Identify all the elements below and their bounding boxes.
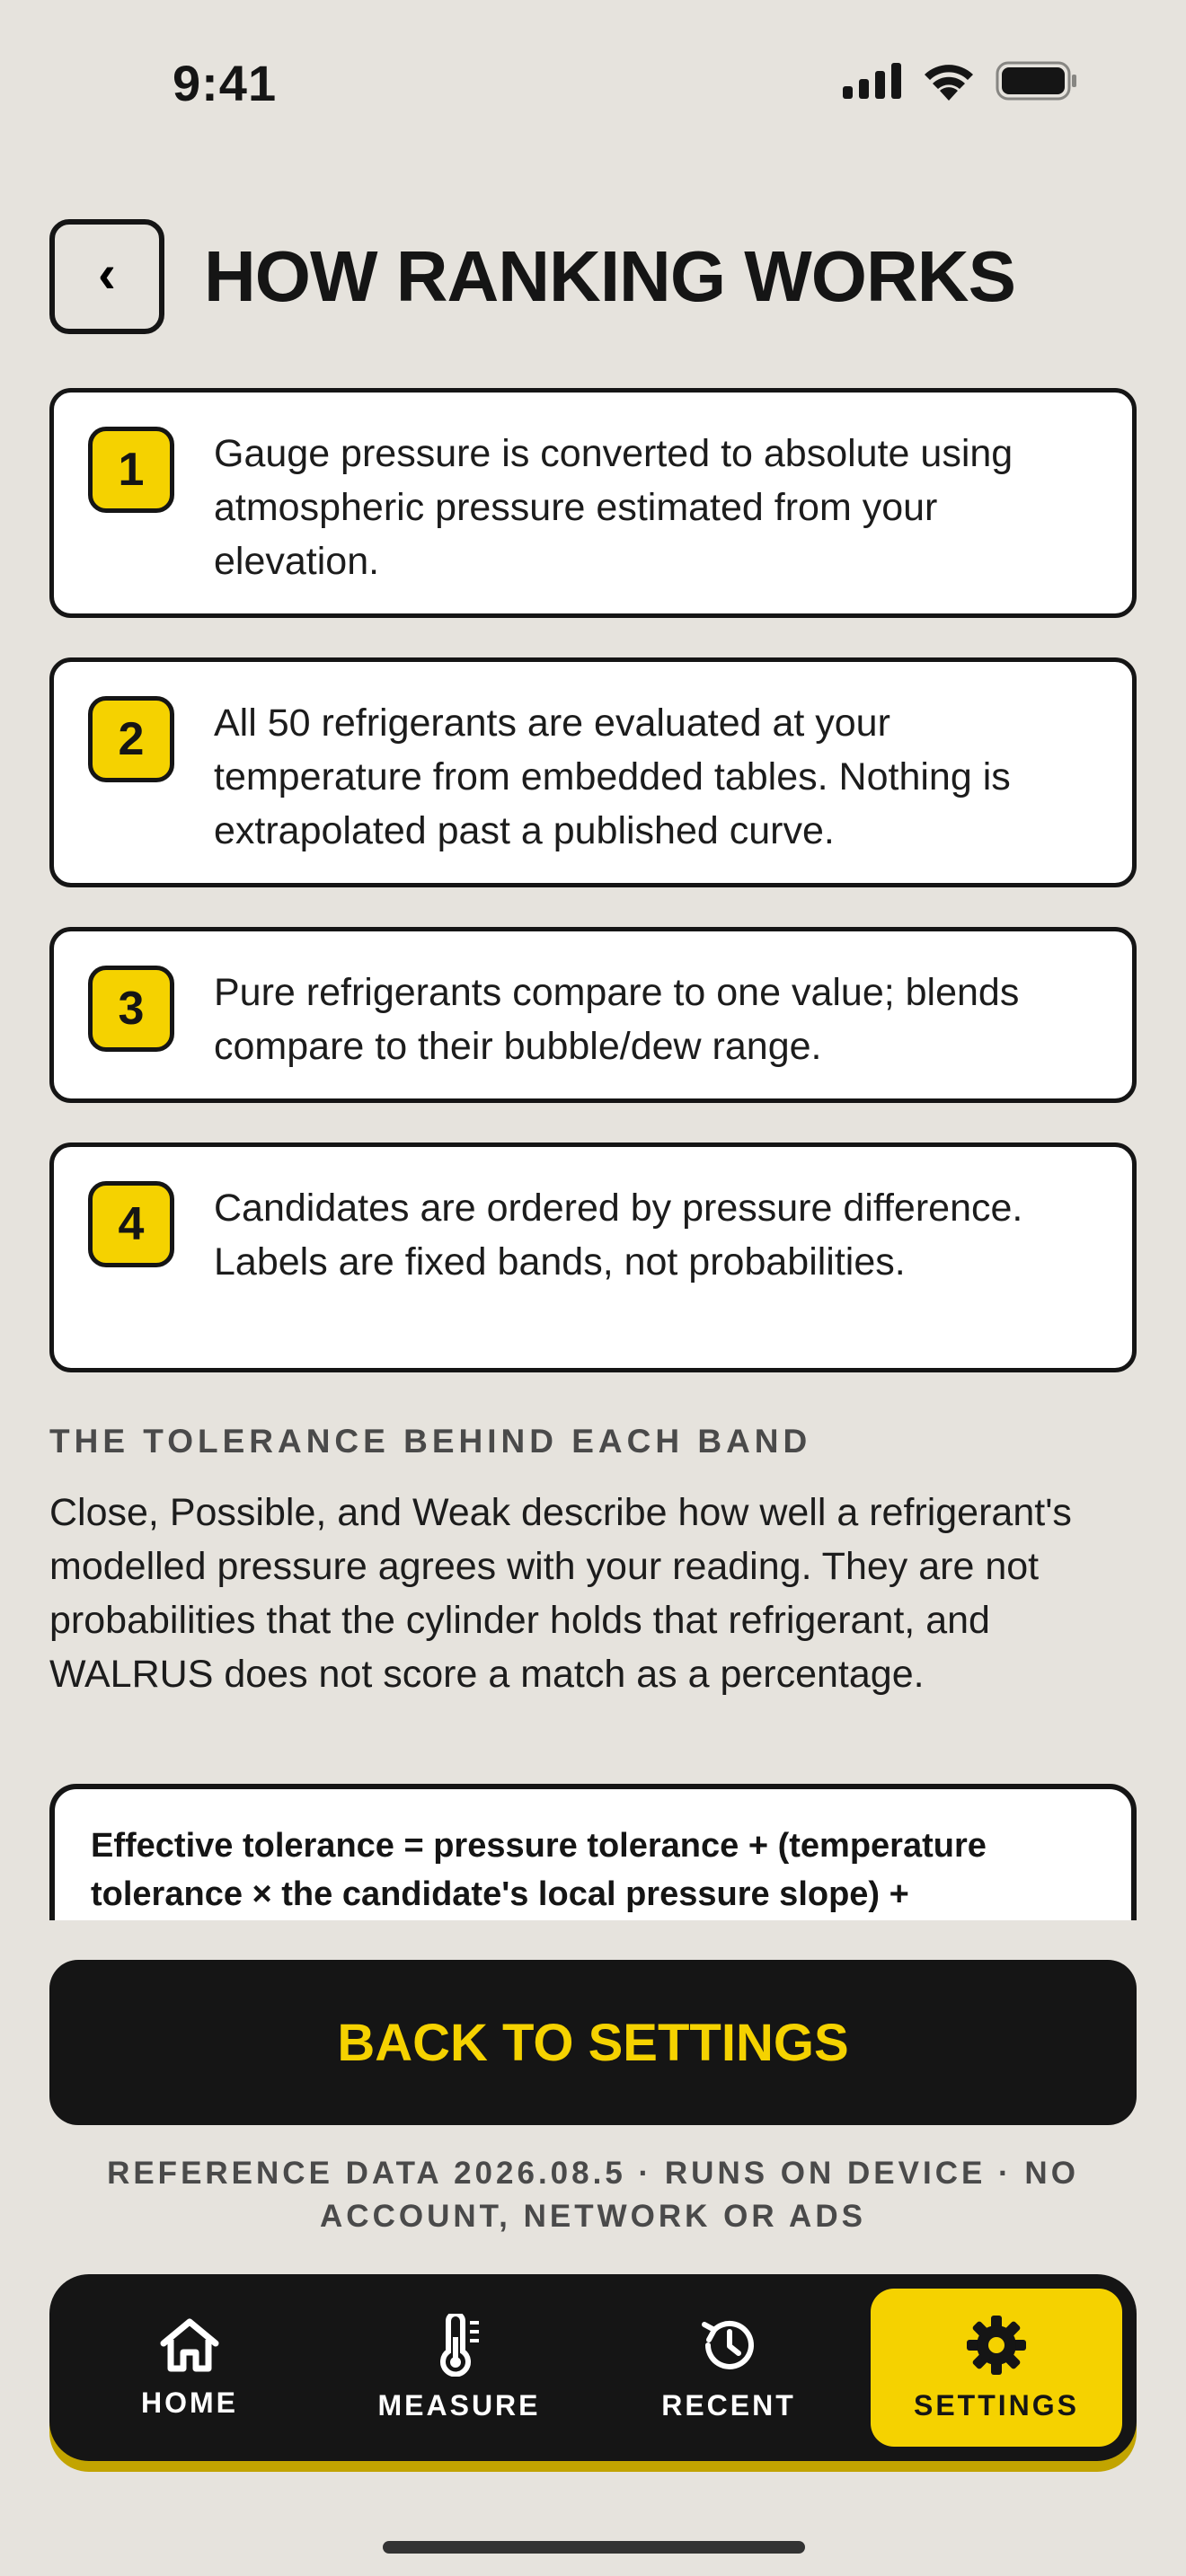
chevron-left-icon: ‹ — [98, 243, 116, 304]
page-header — [49, 216, 1015, 338]
status-time: 9:41 — [173, 55, 278, 111]
scroll-viewport[interactable] — [49, 1784, 1137, 1920]
tab-label: RECENT — [661, 2388, 796, 2422]
footer-note: REFERENCE DATA 2026.08.5 · RUNS ON DEVICE · NO ACCOUNT, NETWORK OR ADS — [107, 2156, 1079, 2234]
cellular-signal-icon — [843, 63, 902, 99]
step-number-badge: 2 — [88, 696, 174, 782]
thermometer-icon — [432, 2314, 486, 2377]
step-text: Candidates are ordered by pressure difference. Labels are fixed bands, not probabilities. — [214, 1187, 1023, 1284]
status-bar — [0, 0, 1186, 171]
back-to-settings-button[interactable]: BACK TO SETTINGS — [49, 1960, 1137, 2125]
tab-measure[interactable] — [333, 2289, 585, 2447]
back-button[interactable] — [49, 219, 164, 334]
step-card-2 — [49, 657, 1137, 887]
history-icon — [697, 2314, 760, 2377]
tab-label: MEASURE — [377, 2388, 541, 2422]
page-title: HOW RANKING WORKS — [204, 236, 1015, 316]
step-number-badge: 4 — [88, 1181, 174, 1267]
step-card-4 — [49, 1142, 1137, 1372]
tab-settings[interactable] — [871, 2289, 1122, 2447]
section-heading: THE TOLERANCE BEHIND EACH BAND — [49, 1423, 812, 1460]
step-number-badge: 1 — [88, 427, 174, 513]
formula-text: Effective tolerance = pressure tolerance + (temperature tolerance × the candidate's local pressure slope) + — [91, 1827, 987, 1913]
step-text: Pure refrigerants compare to one value; blends compare to their bubble/dew range. — [214, 971, 1020, 1068]
step-text: All 50 refrigerants are evaluated at your temperature from embedded tables. Nothing is extrapolated past a published curve. — [214, 701, 1011, 852]
home-indicator — [383, 2541, 805, 2554]
status-icons — [843, 61, 1078, 101]
tab-home[interactable] — [64, 2289, 315, 2447]
tab-label: SETTINGS — [913, 2388, 1079, 2422]
section-body-text: Close, Possible, and Weak describe how well a refrigerant's modelled pressure agrees with your reading. They are not probabilities that the cylinder holds that refrigerant, and WALRUS does not score a match as a percentage. — [49, 1491, 1072, 1696]
battery-icon — [996, 61, 1078, 101]
home-icon — [158, 2316, 221, 2374]
formula-card — [49, 1784, 1137, 1920]
step-number-badge: 3 — [88, 966, 174, 1052]
step-card-1 — [49, 388, 1137, 618]
wifi-icon — [922, 61, 976, 101]
tab-bar — [49, 2274, 1137, 2461]
tab-label: HOME — [141, 2386, 238, 2419]
tab-recent[interactable] — [603, 2289, 854, 2447]
step-card-3 — [49, 927, 1137, 1103]
gear-icon — [965, 2314, 1028, 2377]
step-text: Gauge pressure is converted to absolute using atmospheric pressure estimated from your elevation. — [214, 432, 1013, 583]
